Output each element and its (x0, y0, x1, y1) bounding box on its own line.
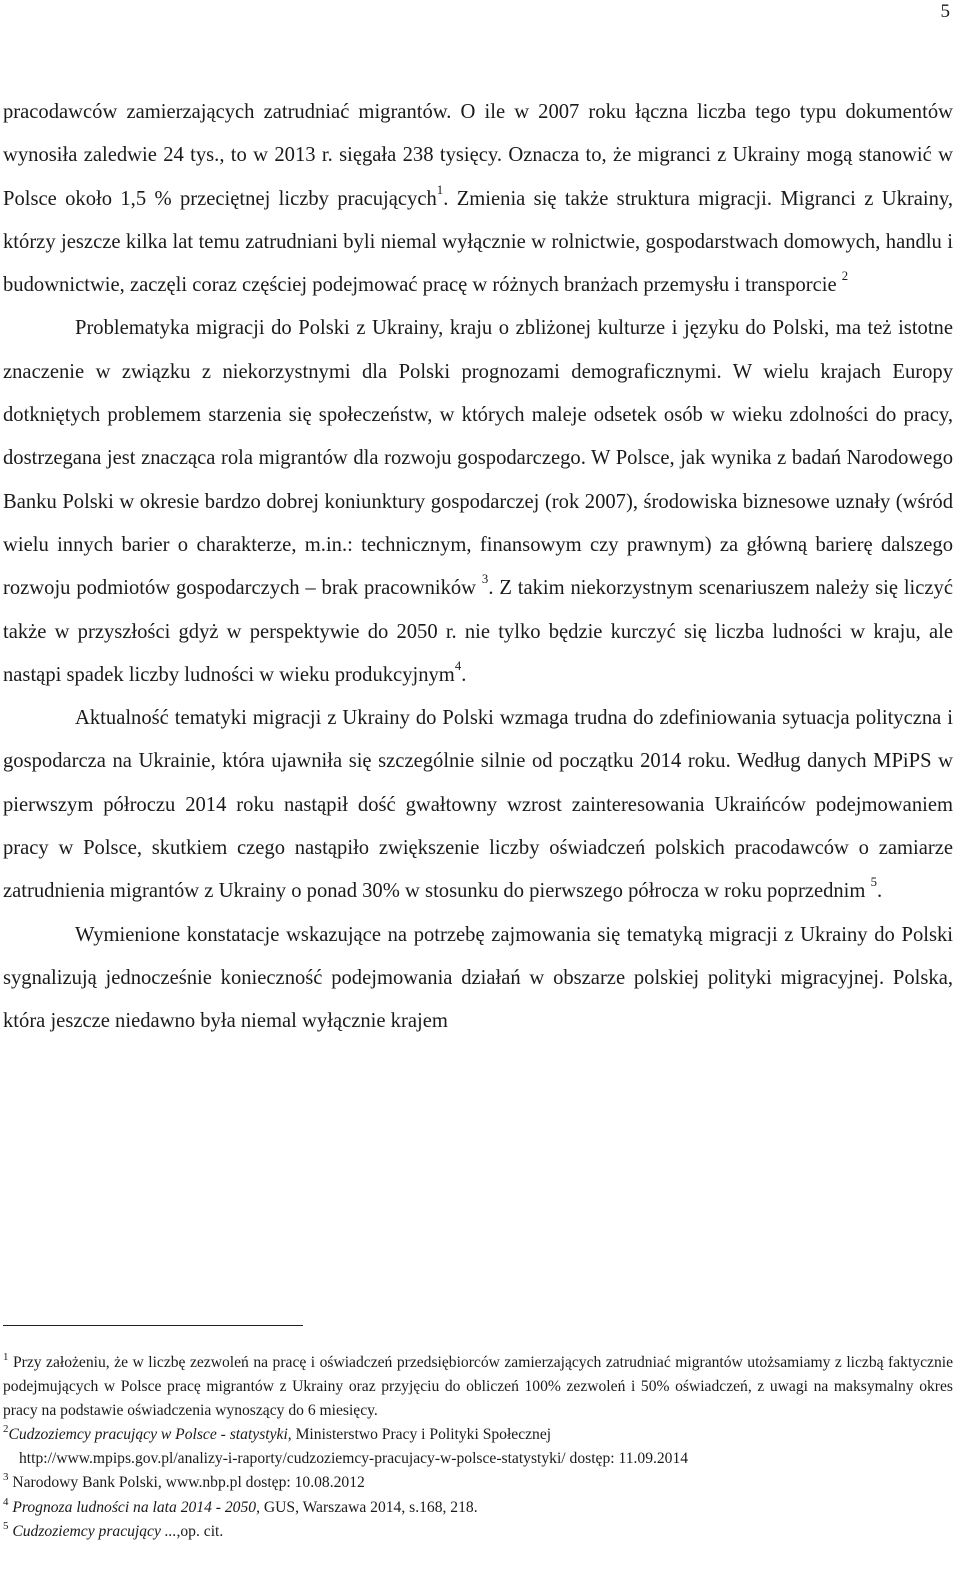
footnote-3: $^3$ Narodowy Bank Polski, www.nbp.pl dostęp: 10.08.2012 (3, 1471, 365, 1492)
footnote-2: $^2$Cudzoziemcy pracujący w Polsce - statystyki, Ministerstwo Pracy i Polityki Społecznej (3, 1423, 552, 1444)
footnote-5: $^5$ Cudzoziemcy pracujący ...,op. cit. (3, 1519, 224, 1540)
footnote-2-url[interactable]: http://www.mpips.gov.pl/analizy-i-raporty/cudzoziemcy-pracujacy-w-polsce-statystyki/ (19, 1450, 566, 1468)
footnote-ref-3[interactable]: 3 (481, 572, 489, 587)
footnote-ref-1[interactable]: 1 (436, 182, 444, 197)
footnote-ref-4[interactable]: 4 (454, 659, 462, 674)
paragraph-1: pracodawców zamierzających zatrudniać migrantów. O ile w 2007 roku łączna liczba tego typu dokumentów wynosiła zaledwie 24 tys., to w 2013 r. sięgała 238 tysięcy. Oznacza to, że migranci z Ukrainy mogą stanowić w Polsce około 1,5 % przeciętnej liczby pracujących$^1$. Zmienia się także struktura migracji. Migranci z Ukrainy, którzy jeszcze kilka lat temu zatrudniani byli niemal wyłącznie w rolnictwie, gospodarstwach domowych, handlu i budownictwie, zaczęli coraz częściej podejmować pracę w różnych branżach przemysłu i transporcie $^2$ (3, 101, 953, 297)
page-number: 5 (940, 1, 950, 22)
footnote-1: $^1$ Przy założeniu, że w liczbę zezwoleń na pracę i oświadczeń przedsiębiorców zamierzających zatrudniać migrantów utożsamiamy z liczbą faktycznie podejmujących w Polsce pracę migrantów z Ukrainy oraz przyjęciu do obliczeń 100% zezwoleń i 50% oświadczeń, z uwagi na maksymalny okres pracy na podstawie oświadczenia wynoszący do 6 miesięcy. (3, 1350, 953, 1420)
footnote-ref-5[interactable]: 5 (870, 875, 877, 890)
footnotes (3, 1351, 953, 1544)
footnote-separator (3, 1325, 303, 1326)
paragraph-4: Wymienione konstatacje wskazujące na potrzebę zajmowania się tematyką migracji z Ukrainy do Polski sygnalizują jednocześnie konieczność podejmowania działań w obszarze polskiej polityki migracyjnej. Polska, która jeszcze niedawno była niemal wyłącznie krajem (3, 923, 953, 1033)
paragraph-2: Problematyka migracji do Polski z Ukrainy, kraju o zbliżonej kulturze i języku do Polski, ma też istotne znaczenie w związku z niekorzystnymi dla Polski prognozami demograficznymi. W wielu krajach Europy dotkniętych problemem starzenia się społeczeństw, w których maleje odsetek osób w wieku zdolności do pracy, dostrzegana jest znacząca rola migrantów dla rozwoju gospodarczego. W Polsce, jak wynika z badań Narodowego Banku Polski w okresie bardzo dobrej koniunktury gospodarczej (rok 2007), środowiska biznesowe uznały (wśród wielu innych barier o charakterze, m.in.: technicznym, finansowym czy prawnym) za główną barierę dalszego rozwoju podmiotów gospodarczych – brak pracowników $^3$. Z takim niekorzystnym scenariuszem należy się liczyć także w przyszłości gdyż w perspektywie do 2050 r. nie tylko będzie kurczyć się liczba ludności w kraju, ale nastąpi spadek liczby ludności w wieku produkcyjnym$^4$. (3, 317, 953, 686)
footnote-4: $^4$ Prognoza ludności na lata 2014 - 2050, GUS, Warszawa 2014, s.168, 218. (3, 1495, 478, 1516)
footnote-2-link-line: http://www.mpips.gov.pl/analizy-i-raporty/cudzoziemcy-pracujacy-w-polsce-statystyki/ dostęp: 11.09.2014 (19, 1450, 689, 1468)
body-text (3, 91, 953, 1044)
footnote-ref-2[interactable]: 2 (841, 269, 849, 284)
paragraph-3: Aktualność tematyki migracji z Ukrainy do Polski wzmaga trudna do zdefiniowania sytuacja polityczna i gospodarcza na Ukrainie, która ujawniła się szczególnie silnie od początku 2014 roku. Według danych MPiPS w pierwszym półroczu 2014 roku nastąpił dość gwałtowny wzrost zainteresowania Ukraińców podejmowaniem pracy w Polsce, skutkiem czego nastąpiło zwiększenie liczby oświadczeń polskich pracodawców o zamiarze zatrudnienia migrantów z Ukrainy o ponad 30% w stosunku do pierwszego półrocza w roku poprzednim $^5$. (3, 707, 953, 903)
